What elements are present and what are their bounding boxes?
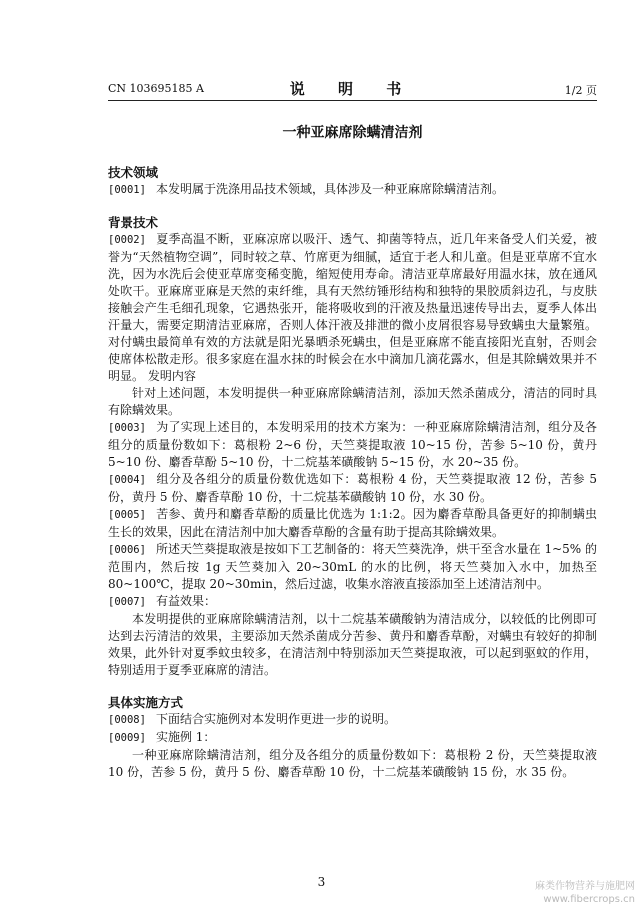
page-number: 3 <box>317 875 326 889</box>
section-heading-tech-field: 技术领域 <box>108 165 159 180</box>
paragraph-0005 <box>108 506 597 541</box>
paragraph-0001 <box>108 181 597 199</box>
document-title: 一种亚麻席除螨清洁剂 <box>282 125 423 141</box>
paragraph-summary <box>108 385 597 419</box>
paragraph-number: [0008] <box>108 714 146 726</box>
paragraph-text: 为了实现上述目的，本发明采用的技术方案为：一种亚麻席除螨清洁剂，组分及各组分的质量份数如下：葛根粉 2~6 份，天竺葵提取液 10~15 份，苦参 5~10 份，黄丹 5~10 份、麝香草酚 5~10 份，十二烷基苯磺酸钠 5~15 份，水 20~35 份。 <box>108 420 597 469</box>
paragraph-text: 本发明属于洗涤用品技术领域，具体涉及一种亚麻席除螨清洁剂。 <box>155 182 504 196</box>
paragraph-text: 夏季高温不断，亚麻凉席以吸汗、透气、抑菌等特点，近几年来备受人们关爱，被誉为“天然植物空调”，同时较之草、竹席更为细腻，适宜于老人和儿童。但是亚草席不宜水洗，因为水洗后会使亚草席变稀变脆，缩短使用寿命。清洁亚草席最好用温水抹，放在通风处吹干。亚麻席亚麻是天然的束纤维，具有天然纺锤形结构和独特的果胶质斜边孔，与皮肤接触会产生毛细孔现象，它遇热张开，能将吸收到的汗液及热量迅速传导出去，夏季人体出汗量大，需要定期清洁亚麻席，否则人体汗液及排泄的微小皮屑很容易导致螨虫大量繁殖。对付螨虫最简单有效的方法就是阳光暴晒杀死螨虫，但是亚麻席不能直接阳光直射，否则会使席体松散走形。很多家庭在温水抹的时候会在水中滴加几滴花露水，但是其除螨效果并不明显。 发明内容 <box>108 232 597 383</box>
paragraph-text: 本发明提供的亚麻席除螨清洁剂，以十二烷基苯磺酸钠为清洁成分，以较低的比例即可达到去污清洁的效果，主要添加天然杀菌成分苦参、黄丹和麝香草酚，对螨虫有较好的抑制效果，此外针对夏季蚊虫较多，在清洁剂中特别添加天竺葵提取液，可以起到驱蚊的作用，特别适用于夏季亚麻席的清洁。 <box>108 612 597 677</box>
document-body <box>108 164 597 781</box>
paragraph-number: [0003] <box>108 422 146 434</box>
paragraph-example-1 <box>108 747 597 781</box>
paragraph-number: [0006] <box>108 544 146 556</box>
paragraph-text: 苦参、黄丹和麝香草酚的质量比优选为 1:1:2。因为麝香草酚具备更好的抑制螨虫生长的效果，因此在清洁剂中加大麝香草酚的含量有助于提高其除螨效果。 <box>108 507 597 539</box>
paragraph-0003 <box>108 419 597 471</box>
page-indicator: 1/2 页 <box>564 84 597 97</box>
paragraph-number: [0004] <box>108 474 146 486</box>
header-title: 说 明 书 <box>289 80 416 98</box>
header-rule <box>108 100 597 101</box>
watermark-line-2: www.fibercrops.cn <box>543 894 635 905</box>
paragraph-text: 所述天竺葵提取液是按如下工艺制备的：将天竺葵洗净，烘干至含水量在 1~5% 的范围内，然后按 1g 天竺葵加入 20~30mL 的水的比例，将天竺葵加入水中，加热至 80~100℃，提取 20~30min，然后过滤，收集水溶液直接添加至上述清洁剂中。 <box>108 542 597 591</box>
paragraph-number: [0002] <box>108 234 146 246</box>
paragraph-0004 <box>108 471 597 506</box>
watermark-line-1: 麻类作物营养与施肥网 <box>535 881 635 892</box>
section-heading-embodiment: 具体实施方式 <box>108 695 184 710</box>
watermark <box>495 880 635 906</box>
paragraph-0006 <box>108 541 597 593</box>
page-header <box>108 77 597 99</box>
paragraph-0007 <box>108 593 597 611</box>
paragraph-number: [0007] <box>108 596 146 608</box>
paragraph-text: 实施例 1： <box>155 730 216 744</box>
paragraph-text: 有益效果： <box>155 594 216 608</box>
paragraph-text: 组分及各组分的质量份数优选如下：葛根粉 4 份，天竺葵提取液 12 份，苦参 5 份，黄丹 5 份、麝香草酚 10 份，十二烷基苯磺酸钠 10 份，水 30 份。 <box>108 472 597 504</box>
section-heading-background: 背景技术 <box>108 215 159 230</box>
paragraph-beneficial-effect <box>108 611 597 679</box>
paragraph-number: [0009] <box>108 732 146 744</box>
paragraph-0002 <box>108 231 597 385</box>
paragraph-text: 针对上述问题，本发明提供一种亚麻席除螨清洁剂，添加天然杀菌成分，清洁的同时具有除螨效果。 <box>108 386 597 417</box>
paragraph-text: 一种亚麻席除螨清洁剂，组分及各组分的质量份数如下：葛根粉 2 份，天竺葵提取液 10 份，苦参 5 份，黄丹 5 份、麝香草酚 10 份，十二烷基苯磺酸钠 15 份，水 35 份。 <box>108 748 597 779</box>
paragraph-0009 <box>108 729 597 747</box>
paragraph-number: [0001] <box>108 184 146 196</box>
paragraph-text: 下面结合实施例对本发明作更进一步的说明。 <box>155 712 396 726</box>
paragraph-number: [0005] <box>108 509 146 521</box>
patent-number: CN 103695185 A <box>108 82 204 95</box>
paragraph-0008 <box>108 711 597 729</box>
